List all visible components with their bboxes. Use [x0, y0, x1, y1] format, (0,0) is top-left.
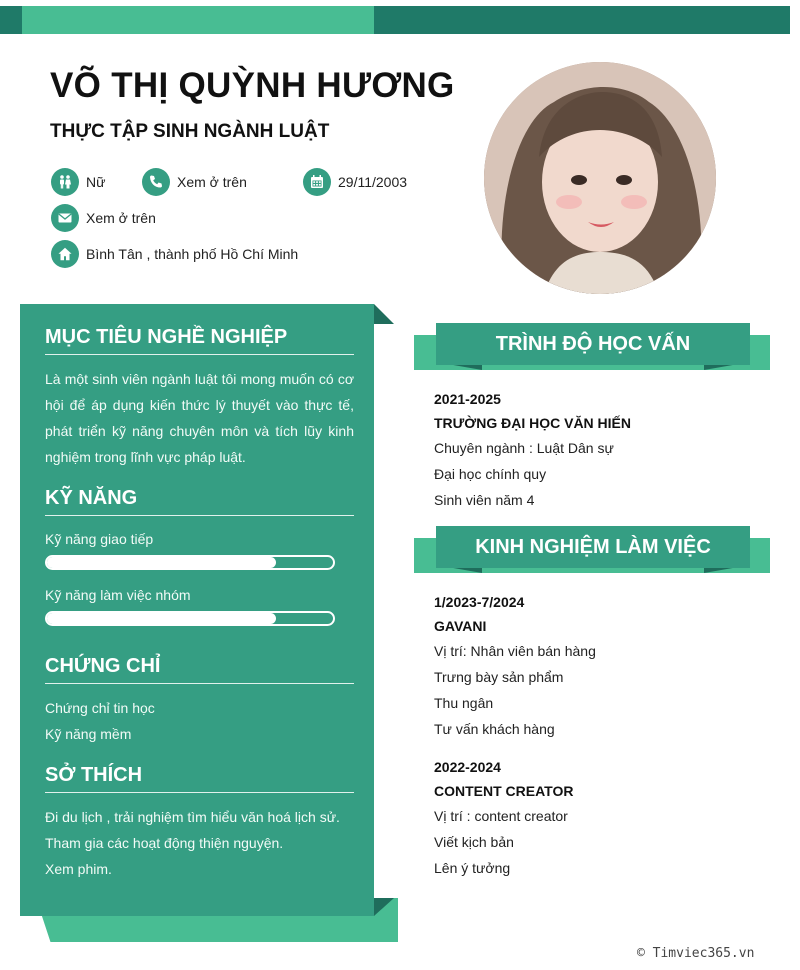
- experience-title: KINH NGHIỆM LÀM VIỆC: [436, 526, 750, 568]
- education-line-2: Đại học chính quy: [434, 466, 547, 482]
- birthday-value: 29/11/2003: [338, 174, 408, 190]
- job2-line-3: Lên ý tưởng: [434, 860, 511, 876]
- objective-text: Là một sinh viên ngành luật tôi mong muốn có cơ hội để áp dụng kiến thức lý thuyết vào thực tế, phát triển kỹ năng chuyên môn và tích lũy kinh nghiệm trong lĩnh vực pháp luật.: [45, 371, 354, 465]
- education-period: 2021-2025: [434, 391, 501, 407]
- candidate-title: THỰC TẬP SINH NGÀNH LUẬT: [50, 121, 330, 142]
- address-info: [51, 240, 298, 268]
- job1-period: 1/2023-7/2024: [434, 594, 525, 610]
- candidate-name: VÕ THỊ QUỲNH HƯƠNG: [50, 66, 455, 105]
- job1-line-1: Vị trí: Nhân viên bán hàng: [434, 643, 596, 659]
- phone-info: [142, 168, 247, 196]
- gender-info: [51, 168, 105, 196]
- footer-watermark: © Timviec365.vn: [637, 946, 755, 961]
- certificates-title: CHỨNG CHỈ: [45, 655, 354, 684]
- top-bar-light: [22, 6, 374, 34]
- skill-label-2: Kỹ năng làm việc nhóm: [45, 587, 191, 603]
- job1-line-2: Trưng bày sản phẩm: [434, 669, 564, 685]
- email-info: [51, 204, 156, 232]
- education-title: TRÌNH ĐỘ HỌC VẤN: [436, 323, 750, 365]
- hobbies-title: SỞ THÍCH: [45, 764, 354, 793]
- job2-line-1: Vị trí : content creator: [434, 808, 568, 824]
- job2-period: 2022-2024: [434, 759, 501, 775]
- skills-title: KỸ NĂNG: [45, 487, 354, 516]
- skill-fill-1: [47, 557, 276, 568]
- home-icon: [51, 240, 79, 268]
- education-line-3: Sinh viên năm 4: [434, 492, 535, 508]
- left-panel-fold-top: [374, 304, 394, 324]
- left-panel: [20, 304, 374, 916]
- hobby-item-2: Tham gia các hoạt động thiện nguyện.: [45, 835, 284, 851]
- calendar-icon: [303, 168, 331, 196]
- phone-icon: [142, 168, 170, 196]
- birthday-info: [303, 168, 407, 196]
- hobby-item-1: Đi du lịch , trải nghiệm tìm hiểu văn hoá lịch sử.: [45, 809, 340, 825]
- job2-company: CONTENT CREATOR: [434, 783, 574, 799]
- hobby-item-3: Xem phim.: [45, 861, 112, 877]
- job1-company: GAVANI: [434, 618, 487, 634]
- gender-value: Nữ: [86, 174, 106, 190]
- objective-title: MỤC TIÊU NGHỀ NGHIỆP: [45, 326, 354, 355]
- phone-value: Xem ở trên: [177, 174, 247, 190]
- certificate-item-1: Chứng chỉ tin học: [45, 700, 155, 716]
- education-school: TRƯỜNG ĐẠI HỌC VĂN HIẾN: [434, 415, 632, 431]
- skill-label-1: Kỹ năng giao tiếp: [45, 531, 154, 547]
- profile-photo: [484, 62, 716, 294]
- education-line-1: Chuyên ngành : Luật Dân sự: [434, 440, 614, 456]
- envelope-icon: [51, 204, 79, 232]
- job1-line-3: Thu ngân: [434, 695, 494, 711]
- skill-bar-1: [45, 555, 335, 570]
- job1-line-4: Tư vấn khách hàng: [434, 721, 555, 737]
- address-value: Bình Tân , thành phố Hồ Chí Minh: [86, 246, 299, 262]
- certificate-item-2: Kỹ năng mềm: [45, 726, 132, 742]
- email-value: Xem ở trên: [86, 210, 156, 226]
- gender-icon: [51, 168, 79, 196]
- job2-line-2: Viết kịch bản: [434, 834, 514, 850]
- skill-fill-2: [47, 613, 276, 624]
- skill-bar-2: [45, 611, 335, 626]
